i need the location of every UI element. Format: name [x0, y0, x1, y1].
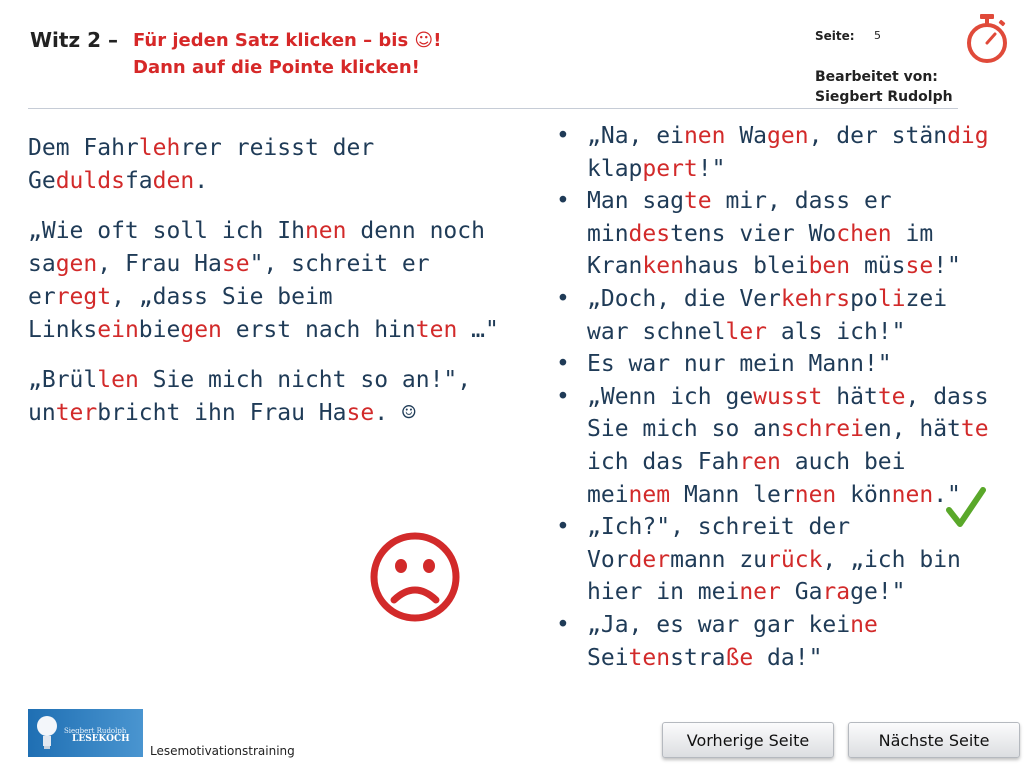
- text-segment: Sie mich nicht so an!", un: [28, 367, 472, 426]
- highlighted-syllable: se: [905, 253, 934, 280]
- checkmark-icon[interactable]: [946, 486, 986, 530]
- highlighted-syllable: nen: [891, 481, 934, 508]
- text-segment: bie: [138, 317, 181, 343]
- highlighted-syllable: pert: [642, 155, 698, 182]
- bullet: •: [556, 383, 570, 410]
- text-segment: !": [933, 253, 961, 280]
- text-segment: „Ich?", schreit der Vor: [587, 514, 851, 573]
- highlighted-syllable: leh: [138, 135, 181, 161]
- text-segment: „Na, ei: [587, 123, 684, 149]
- text-segment: haus blei: [683, 253, 809, 280]
- highlighted-syllable: dulds: [55, 168, 125, 194]
- text-segment: „Ja, es war gar kei: [587, 611, 851, 638]
- highlighted-syllable: gen: [55, 251, 98, 277]
- text-segment: „Brül: [28, 367, 98, 393]
- highlighted-syllable: gen: [767, 123, 809, 149]
- instruction-line-2: Dann auf die Pointe klicken!: [133, 57, 420, 78]
- text-segment: , der stän: [808, 123, 948, 149]
- highlighted-syllable: te: [683, 188, 712, 215]
- text-segment: en, hät: [863, 416, 961, 443]
- highlighted-syllable: ben: [808, 253, 851, 280]
- highlighted-syllable: ten: [628, 644, 671, 671]
- text-segment: , Frau Ha: [97, 251, 222, 277]
- text-segment: ge!": [850, 579, 906, 606]
- text-segment: bricht ihn Frau Ha: [97, 400, 347, 426]
- bullet: •: [556, 611, 570, 638]
- highlighted-syllable: ner: [739, 579, 781, 606]
- text-segment: kön: [836, 481, 892, 508]
- highlighted-syllable: wusst: [753, 383, 823, 410]
- answer-option[interactable]: [556, 381, 996, 511]
- text-segment: Es war nur mein Mann!": [587, 351, 892, 378]
- next-page-button[interactable]: Nächste Seite: [848, 722, 1020, 758]
- text-segment: .": [933, 481, 961, 508]
- highlighted-syllable: te: [960, 416, 989, 443]
- text-segment: Dem Fahr: [28, 135, 139, 161]
- text-segment: Ga: [780, 579, 823, 606]
- text-segment: klap: [587, 155, 643, 182]
- text-segment: mir, dass er min: [587, 188, 892, 247]
- bullet: •: [556, 351, 570, 378]
- highlighted-syllable: se: [221, 251, 250, 277]
- answer-option[interactable]: [556, 120, 996, 185]
- text-segment: , dass Sie mich so an: [587, 383, 989, 443]
- text-segment: mann zu: [670, 546, 768, 573]
- story-sentence[interactable]: [28, 215, 518, 347]
- text-segment: „Wenn ich ge: [587, 383, 754, 410]
- highlighted-syllable: schrei: [780, 416, 864, 443]
- program-name: Lesemotivationstraining: [150, 744, 295, 758]
- instruction-line-1: Für jeden Satz klicken – bis ☺!: [133, 30, 442, 51]
- text-segment: ", schreit er er: [28, 251, 430, 310]
- stopwatch-icon[interactable]: [962, 12, 1012, 64]
- highlighted-syllable: chen: [836, 220, 892, 247]
- highlighted-syllable: ren: [739, 448, 781, 475]
- logo-brand: LESEKOCH: [72, 734, 130, 744]
- highlighted-syllable: len: [97, 367, 139, 393]
- text-segment: fa: [124, 168, 153, 194]
- text-segment: Wa: [725, 123, 768, 149]
- page-number: 5: [874, 29, 881, 42]
- text-segment: müs: [850, 253, 906, 280]
- bullet: •: [556, 285, 570, 312]
- highlighted-syllable: ein: [97, 317, 139, 343]
- highlighted-syllable: nen: [683, 123, 726, 149]
- highlighted-syllable: li: [877, 285, 906, 312]
- text-segment: Man sag: [587, 188, 684, 215]
- story-sentence[interactable]: [28, 364, 518, 430]
- answer-option[interactable]: [556, 283, 996, 348]
- previous-page-button[interactable]: Vorherige Seite: [662, 722, 834, 758]
- edited-by: [815, 67, 953, 107]
- text-segment: da!": [753, 644, 823, 671]
- text-segment: stra: [670, 644, 726, 671]
- text-segment: , „dass Sie beim Links: [28, 284, 333, 343]
- text-segment: ich das Fah: [587, 448, 740, 475]
- frown-face-icon[interactable]: [368, 530, 462, 624]
- highlighted-syllable: den: [152, 168, 195, 194]
- highlighted-syllable: der: [628, 546, 671, 573]
- highlighted-syllable: kehrs: [780, 285, 851, 312]
- highlighted-syllable: ter: [55, 400, 98, 426]
- highlighted-syllable: ten: [415, 317, 458, 343]
- highlighted-syllable: nem: [628, 481, 671, 508]
- bullet: •: [556, 188, 570, 215]
- joke-title: Witz 2 –: [30, 28, 118, 52]
- text-segment: denn noch sa: [28, 218, 485, 277]
- highlighted-syllable: ne: [850, 611, 878, 638]
- text-segment: „Doch, die Ver: [587, 285, 781, 312]
- bullet: •: [556, 123, 570, 149]
- highlighted-syllable: ße: [725, 644, 754, 671]
- highlighted-syllable: des: [628, 220, 671, 247]
- answer-option[interactable]: [556, 348, 996, 381]
- lightbulb-icon: [34, 712, 60, 752]
- page-label: Seite:: [815, 29, 855, 43]
- text-segment: tens vier Wo: [670, 220, 837, 247]
- header-divider: [28, 108, 958, 109]
- text-segment: erst nach hin: [221, 317, 416, 343]
- text-segment: im Kran: [587, 220, 934, 280]
- text-segment: „Wie oft soll ich Ih: [28, 218, 305, 244]
- text-segment: , „ich bin hier in mei: [587, 546, 961, 606]
- text-segment: . ☺: [374, 400, 416, 426]
- answer-option[interactable]: [556, 185, 996, 283]
- text-segment: zei war schnel: [587, 285, 948, 345]
- highlighted-syllable: se: [346, 400, 375, 426]
- highlighted-syllable: gen: [180, 317, 222, 343]
- bullet: •: [556, 514, 570, 541]
- highlighted-syllable: nen: [304, 218, 347, 244]
- text-segment: rer reisst der Ge: [28, 135, 375, 194]
- text-segment: auch bei mei: [587, 448, 906, 508]
- highlighted-syllable: rück: [767, 546, 823, 573]
- answer-list: [556, 120, 996, 674]
- story-sentence[interactable]: [28, 132, 518, 198]
- highlighted-syllable: ler: [725, 318, 768, 345]
- text-segment: hät: [822, 383, 878, 410]
- highlighted-syllable: te: [877, 383, 906, 410]
- answer-option[interactable]: [556, 609, 996, 674]
- logo-name: Siegbert Rudolph: [64, 727, 127, 735]
- text-segment: …": [457, 317, 499, 343]
- answer-option[interactable]: [556, 511, 996, 609]
- edited-by-label: Bearbeitet von:: [815, 69, 938, 85]
- text-segment: !": [697, 155, 726, 182]
- text-segment: als ich!": [767, 318, 906, 345]
- highlighted-syllable: ra: [822, 579, 851, 606]
- text-segment: .: [194, 168, 209, 194]
- highlighted-syllable: regt: [55, 284, 112, 310]
- text-segment: po: [850, 285, 878, 312]
- text-segment: Sei: [587, 644, 629, 671]
- text-segment: Mann ler: [670, 481, 795, 508]
- highlighted-syllable: ken: [642, 253, 684, 280]
- story-text: [28, 132, 518, 447]
- instructions: [133, 27, 441, 81]
- highlighted-syllable: dig: [947, 123, 989, 149]
- author-name: Siegbert Rudolph: [815, 89, 953, 105]
- highlighted-syllable: nen: [794, 481, 837, 508]
